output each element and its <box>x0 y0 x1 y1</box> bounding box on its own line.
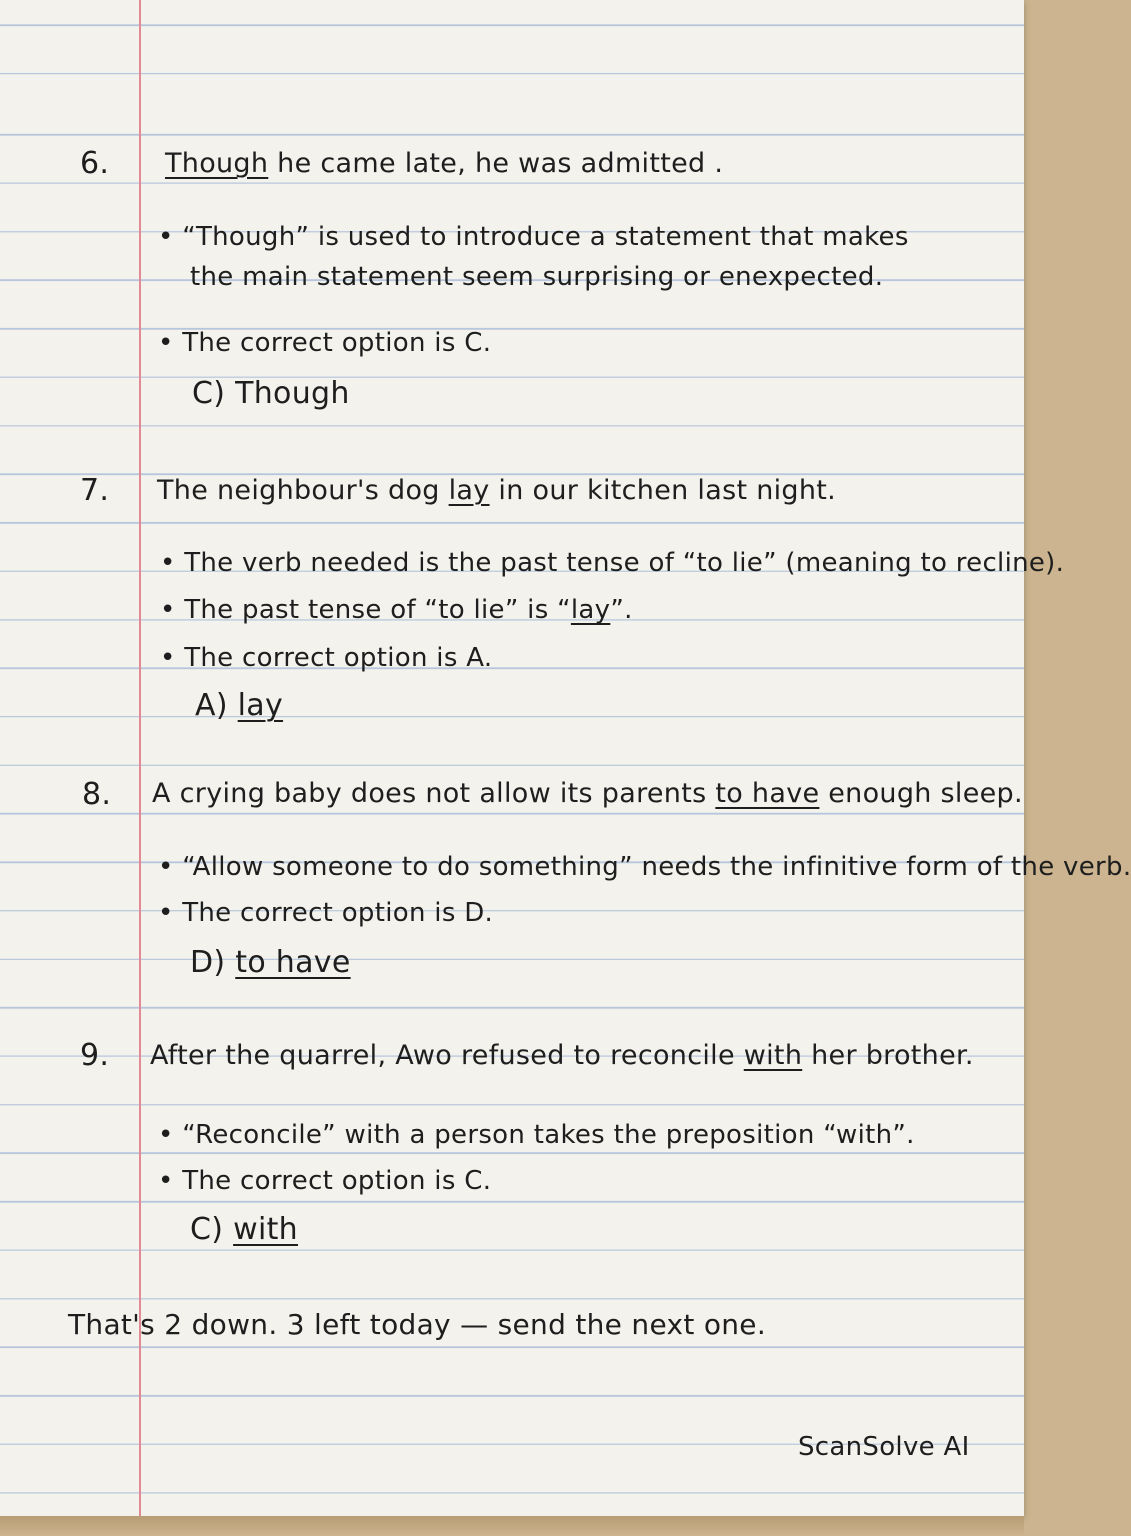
highlighted-word: lay <box>448 475 490 506</box>
answer-word: lay <box>237 688 284 723</box>
bullet-line: • “Reconcile” with a person takes the preposition “with”. <box>158 1120 915 1150</box>
answer-word: with <box>233 1212 298 1247</box>
question-sentence: Though he came late, he was admitted . <box>165 148 724 179</box>
bullet-line: • “Though” is used to introduce a statement that makes <box>158 222 909 252</box>
bullet-line-continued: the main statement seem surprising or enexpected. <box>190 262 884 292</box>
bullet-line: • The correct option is D. <box>158 898 494 928</box>
brand-signature: ScanSolve AI <box>798 1432 970 1462</box>
bullet-line: • The correct option is C. <box>158 328 492 358</box>
answer-word: Though <box>235 376 350 411</box>
margin-line <box>139 0 141 1516</box>
question-number: 7. <box>80 473 110 508</box>
question-number: 9. <box>80 1038 110 1073</box>
question-sentence: A crying baby does not allow its parents to have enough sleep. <box>152 778 1023 809</box>
question-number: 6. <box>80 146 110 181</box>
answer-line: C) Though <box>192 376 350 411</box>
question-number: 8. <box>82 777 112 812</box>
answer-line: D) to have <box>190 945 351 980</box>
highlighted-word: with <box>743 1040 803 1071</box>
bullet-line: • The past tense of “to lie” is “lay”. <box>160 595 633 625</box>
answer-line: A) lay <box>195 688 284 723</box>
bullet-line: • “Allow someone to do something” needs the infinitive form of the verb. <box>158 852 1131 882</box>
progress-footer: That's 2 down. 3 left today — send the next one. <box>68 1308 767 1341</box>
bullet-line: • The correct option is C. <box>158 1166 492 1196</box>
highlighted-word: to have <box>715 778 820 809</box>
bullet-line: • The verb needed is the past tense of “to lie” (meaning to recline). <box>160 548 1065 578</box>
answer-line: C) with <box>190 1212 298 1247</box>
bullet-line: • The correct option is A. <box>160 643 493 673</box>
question-sentence: The neighbour's dog lay in our kitchen last night. <box>157 475 837 506</box>
highlighted-word: Though <box>165 148 269 179</box>
desk-surface <box>0 1516 1024 1536</box>
answer-word: to have <box>235 945 351 980</box>
question-sentence: After the quarrel, Awo refused to reconcile with her brother. <box>150 1040 974 1071</box>
